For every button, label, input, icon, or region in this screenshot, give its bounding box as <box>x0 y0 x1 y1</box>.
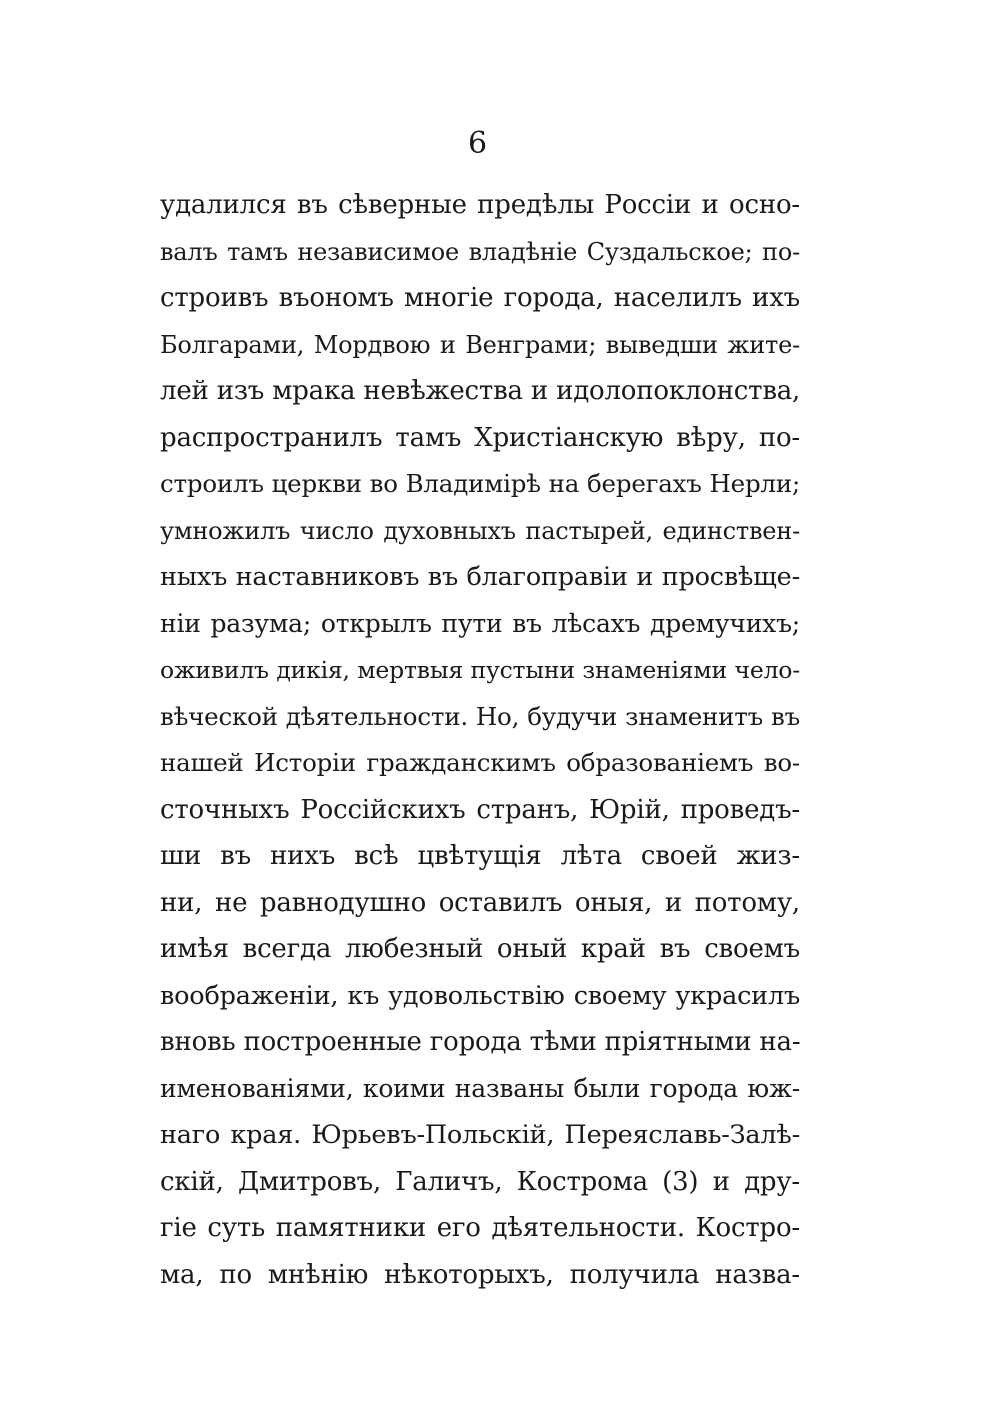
text-line: имѣя всегда любезный оный край въ своемъ <box>160 934 800 964</box>
text-line: ныхъ наставниковъ въ благоправіи и просвѣще- <box>160 562 800 592</box>
text-line: ма, по мнѣнію нѣкоторыхъ, получила назва- <box>160 1259 800 1290</box>
text-line: именованіями, коими названы были города юж- <box>160 1073 800 1103</box>
page-number: 6 <box>467 126 488 161</box>
text-line: воображеніи, къ удовольствію своему украсилъ <box>160 980 800 1011</box>
body-text <box>160 182 800 1298</box>
text-line: ніи разума; открылъ пути въ лѣсахъ дремучихъ; <box>160 608 800 638</box>
text-line: гіе суть памятники его дѣятельности. Костро- <box>160 1213 800 1243</box>
text-line: скій, Дмитровъ, Галичъ, Кострома (3) и дру- <box>160 1166 800 1197</box>
text-line: валъ тамъ независимое владѣніе Суздальское; по- <box>160 237 800 266</box>
text-line: сточныхъ Россійскихъ странъ, Юрій, проведъ- <box>160 794 800 825</box>
text-line: строилъ церкви во Владимірѣ на берегахъ Нерли; <box>160 469 800 498</box>
text-line: ши въ нихъ всѣ цвѣтущія лѣта своей жиз- <box>160 841 800 871</box>
text-line: строивъ въономъ многіе города, населилъ ихъ <box>160 283 800 313</box>
text-line: ни, не равнодушно оставилъ оныя, и потому, <box>160 887 800 918</box>
text-line: оживилъ дикія, мертвыя пустыни знаменіями чело- <box>160 656 800 684</box>
text-line: распространилъ тамъ Христіанскую вѣру, по- <box>160 422 800 453</box>
text-line: удалился въ сѣверные предѣлы Россіи и осно- <box>160 190 800 220</box>
text-line: нашей Исторіи гражданскимъ образованіемъ во- <box>160 748 800 777</box>
text-line: наго края. Юрьевъ-Польскій, Переяславь-Залѣ- <box>160 1120 800 1150</box>
text-line: Болгарами, Мордвою и Венграми; выведши жите- <box>160 330 800 359</box>
text-line: лей изъ мрака невѣжества и идолопоклонства, <box>160 376 801 406</box>
text-line: вѣческой дѣятельности. Но, будучи знаменитъ въ <box>160 701 800 731</box>
text-line: умножилъ число духовныхъ пастырей, единствен- <box>160 516 800 545</box>
text-line: вновь построенные города тѣми пріятными на- <box>160 1027 801 1057</box>
